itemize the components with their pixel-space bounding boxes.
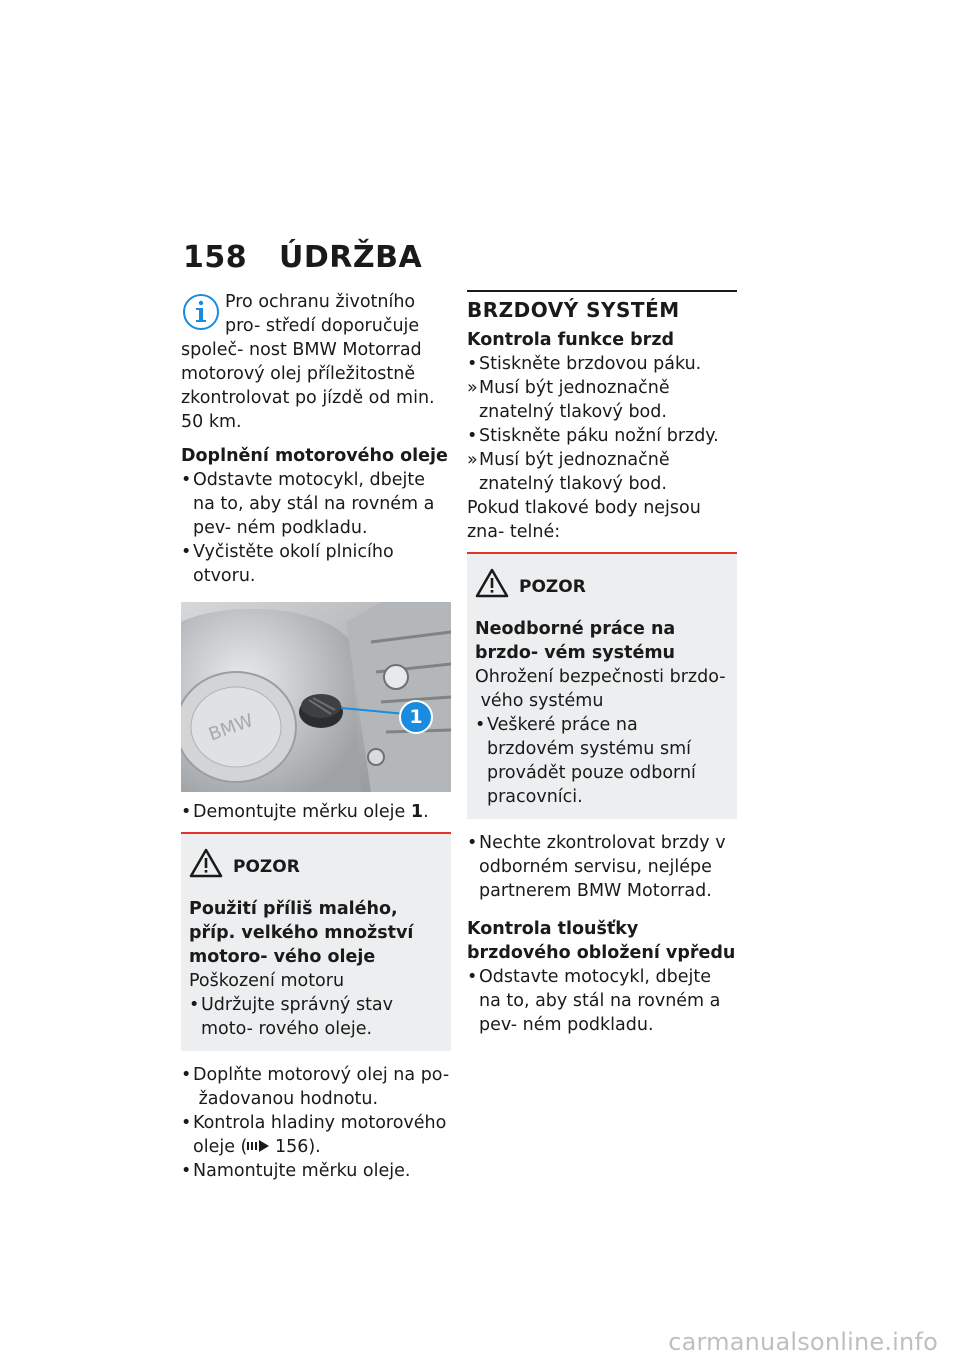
check-oil-prefix: Kontrola hladiny motorového oleje ( <box>193 1113 447 1157</box>
warning-heading: Použití příliš malého, příp. velkého množství motoro- vého oleje <box>189 899 414 967</box>
warning-triangle-icon <box>189 848 223 885</box>
warning-triangle-icon <box>475 568 509 605</box>
watermark: carmanualsonline.info <box>668 1328 938 1356</box>
left-column <box>181 290 451 1183</box>
step-remove-dipstick: • Demontujte měrku oleje 1. <box>181 800 451 824</box>
page-header <box>183 240 422 275</box>
page-reference-arrow-icon <box>247 1135 269 1159</box>
warning-action-brake: • Veškeré práce na brzdovém systému smí provádět pouze odborní pracovníci. <box>475 713 729 809</box>
subhead-engine-oil-topup: Doplnění motorového oleje <box>181 446 448 466</box>
callout-1: 1 <box>399 700 433 734</box>
section-title-brake-system: BRZDOVÝ SYSTÉM <box>467 290 737 322</box>
condition-text: Pokud tlakové body nejsou zna- telné: <box>467 498 701 542</box>
step-topup-oil: • Doplňte motorový olej na po- žadovanou hodnotu. <box>181 1063 451 1111</box>
step-park-motorcycle: • Odstavte motocykl, dbejte na to, aby stál na rovném a pev- ném podkladu. <box>181 468 451 540</box>
step-press-foot-brake: • Stiskněte páku nožní brzdy. <box>467 424 737 448</box>
warning-label-brake: POZOR <box>519 576 586 597</box>
warning-label: POZOR <box>233 856 300 877</box>
step-clean-filler: • Vyčistěte okolí plnicího otvoru. <box>181 540 451 588</box>
step-park-motorcycle-2: • Odstavte motocykl, dbejte na to, aby stál na rovném a pev- ném podkladu. <box>467 965 737 1037</box>
subhead-brake-function: Kontrola funkce brzd <box>467 330 675 350</box>
subhead-front-brake-pads: Kontrola tloušťky brzdového obložení vpředu <box>467 919 736 963</box>
dipstick-ref: 1 <box>410 802 424 822</box>
result-pressure-point-1: » Musí být jednoznačně znatelný tlakový bod. <box>467 376 737 424</box>
right-column <box>467 290 737 1037</box>
engine-photo-illustration <box>181 602 451 792</box>
warning-title-brake <box>475 568 729 605</box>
warning-oil-quantity <box>181 832 451 1051</box>
warning-heading-brake: Neodborné práce na brzdo- vém systému <box>475 619 676 663</box>
step-check-oil-level <box>181 1111 451 1159</box>
page-reference-link[interactable]: 156 <box>274 1137 309 1157</box>
warning-consequence: Poškození motoru <box>189 971 345 991</box>
step-remove-dipstick-text: Demontujte měrku oleje <box>193 802 406 822</box>
warning-action: • Udržujte správný stav moto- rového oleje. <box>189 993 443 1041</box>
warning-brake-work <box>467 552 737 819</box>
step-have-brakes-checked: • Nechte zkontrolovat brzdy v odborném servisu, nejlépe partnerem BMW Motorrad. <box>467 831 737 903</box>
chapter-title: ÚDRŽBA <box>279 240 423 275</box>
warning-consequence-brake: Ohrožení bezpečnosti brzdo- vého systému <box>475 667 726 711</box>
step-squeeze-brake-lever: • Stiskněte brzdovou páku. <box>467 352 737 376</box>
step-install-dipstick: • Namontujte měrku oleje. <box>181 1159 451 1183</box>
environment-note-text: Pro ochranu životního pro- středí doporučuje společ- nost BMW Motorrad motorový olej příležitostně zkontrolovat po jízdě od min. 50 km. <box>181 292 435 432</box>
info-icon <box>181 292 225 336</box>
warning-title <box>189 848 443 885</box>
svg-text:BMW: BMW <box>205 710 257 746</box>
result-pressure-point-2: » Musí být jednoznačně znatelný tlakový bod. <box>467 448 737 496</box>
page-number: 158 <box>183 240 248 275</box>
check-oil-suffix: ). <box>308 1137 321 1157</box>
environment-note <box>181 290 451 434</box>
engine-oil-photo <box>181 602 451 792</box>
